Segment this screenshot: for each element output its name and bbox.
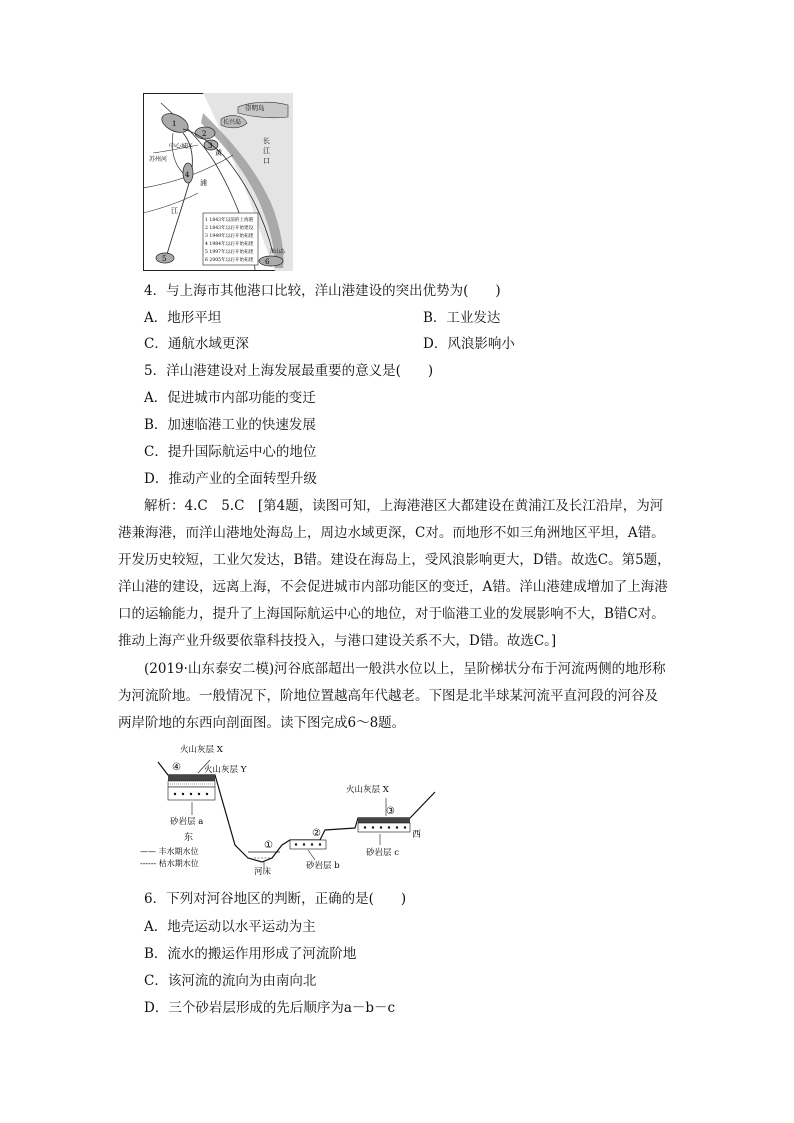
label-sand-c: 砂岩层 c — [366, 848, 399, 858]
intro-line-2: 为河流阶地。一般情况下，阶地位置越高年代越老。下图是北半球某河流平直河段的河谷及 — [118, 688, 658, 704]
label-center-city: 中心城区 — [169, 143, 194, 150]
label-ash-x-right: 火山灰层 X — [346, 785, 389, 795]
label-jiang: 江 — [171, 207, 178, 215]
label-changjiang-3: 口 — [263, 157, 270, 165]
intro-line-3: 两岸阶地的东西向剖面图。读下图完成6～8题。 — [118, 715, 406, 731]
analysis-line-2: 港兼海港，而洋山港地处海岛上，周边水域更深，C对。而地形不如三角洲地区平坦，A错。 — [118, 525, 665, 541]
q6-option-d[interactable]: D．三个砂岩层形成的先后顺序为a－b－c — [144, 1000, 396, 1016]
legend-3: 3 1949年以后开始拓建 — [205, 234, 254, 239]
label-terrace-2: ② — [312, 828, 321, 839]
marker-5: 5 — [162, 255, 167, 263]
legend-6: 6 2005年以后开始拓建 — [205, 258, 254, 263]
marker-3: 3 — [208, 142, 213, 150]
legend-flood-level: —— 丰水期水位 — [140, 847, 199, 856]
label-east: 东 — [184, 833, 194, 843]
label-terrace-3: ③ — [386, 806, 395, 817]
label-terrace-4: ④ — [172, 762, 181, 773]
label-ash-y: 火山灰层 Y — [204, 765, 247, 775]
legend-1: 1 1843年以前的上海港 — [205, 218, 254, 223]
label-changjiang-1: 长 — [263, 137, 270, 145]
analysis-line-3: 开发历史较短，工业欠发达，B错。建设在海岛上，受风浪影响更大，D错。故选C。第5题， — [118, 552, 671, 568]
q5-option-a[interactable]: A．促进城市内部功能的变迁 — [144, 390, 316, 406]
label-suzhou-river: 苏州河 — [149, 156, 168, 163]
q5-option-c[interactable]: C．提升国际航运中心的地位 — [144, 444, 317, 460]
legend-dry-level: ------ 枯水期水位 — [140, 859, 199, 868]
q5-stem: 5．洋山港建设对上海发展最重要的意义是( ) — [144, 363, 434, 379]
label-chongming: 崇明岛 — [245, 104, 265, 112]
legend-5: 5 1997年以后开始拓建 — [205, 250, 254, 255]
legend-4: 4 1984年以后开始拓建 — [205, 242, 254, 247]
label-huang: 黄 — [215, 149, 222, 157]
q5-option-b[interactable]: B．加速临港工业的快速发展 — [144, 417, 316, 433]
q6-stem: 6．下列对河谷地区的判断，正确的是( ) — [144, 891, 407, 907]
q4-option-b[interactable]: B．工业发达 — [423, 310, 501, 326]
label-sand-b: 砂岩层 b — [306, 861, 340, 871]
label-ash-x-left: 火山灰层 X — [180, 745, 223, 755]
analysis-line-1: 解析：4.C 5.C [第4题，读图可知，上海港港区大都建设在黄浦江及长江沿岸，为河 — [144, 498, 664, 514]
q6-option-c[interactable]: C．该河流的流向为由南向北 — [144, 973, 317, 989]
marker-1: 1 — [172, 120, 177, 128]
label-changxing: 长兴岛 — [223, 119, 242, 126]
legend-2: 2 1843年以后开始建设 — [205, 226, 254, 231]
label-sand-a: 砂岩层 a — [170, 817, 204, 827]
q4-option-d[interactable]: D．风浪影响小 — [423, 336, 515, 352]
intro-line-1: (2019·山东泰安二模)河谷底部超出一般洪水位以上，呈阶梯状分布于河流两侧的地形称 — [144, 661, 666, 677]
analysis-line-6: 推动上海产业升级要依靠科技投入，与港口建设关系不大，D错。故选C。] — [118, 633, 557, 649]
label-west: 西 — [412, 830, 422, 840]
q4-option-c[interactable]: C．通航水域更深 — [144, 336, 249, 352]
label-terrace-1: ① — [264, 840, 273, 851]
label-changjiang-2: 江 — [263, 147, 270, 155]
q4-stem: 4．与上海市其他港口比较，洋山港建设的突出优势为( ) — [144, 283, 501, 299]
marker-6: 6 — [265, 258, 270, 266]
shanghai-port-map — [143, 93, 293, 271]
q6-option-a[interactable]: A．地壳运动以水平运动为主 — [144, 919, 316, 935]
marker-4: 4 — [185, 171, 190, 179]
q4-option-a[interactable]: A．地形平坦 — [144, 310, 222, 326]
label-yangshan: 洋山岛 — [270, 249, 286, 255]
label-pu: 浦 — [200, 179, 207, 187]
river-terrace-profile — [140, 740, 440, 880]
analysis-line-4: 洋山港的建设，远离上海，不会促进城市内部功能区的变迁，A错。洋山港建成增加了上海港 — [118, 579, 668, 595]
marker-2: 2 — [202, 130, 207, 138]
q5-option-d[interactable]: D．推动产业的全面转型升级 — [144, 471, 317, 487]
label-riverbed: 河床 — [254, 867, 272, 877]
analysis-line-5: 口的运输能力，提升了上海国际航运中心的地位，对于临港工业的发展影响不大，B错C对。 — [118, 606, 665, 622]
q6-option-b[interactable]: B．流水的搬运作用形成了河流阶地 — [144, 946, 357, 962]
